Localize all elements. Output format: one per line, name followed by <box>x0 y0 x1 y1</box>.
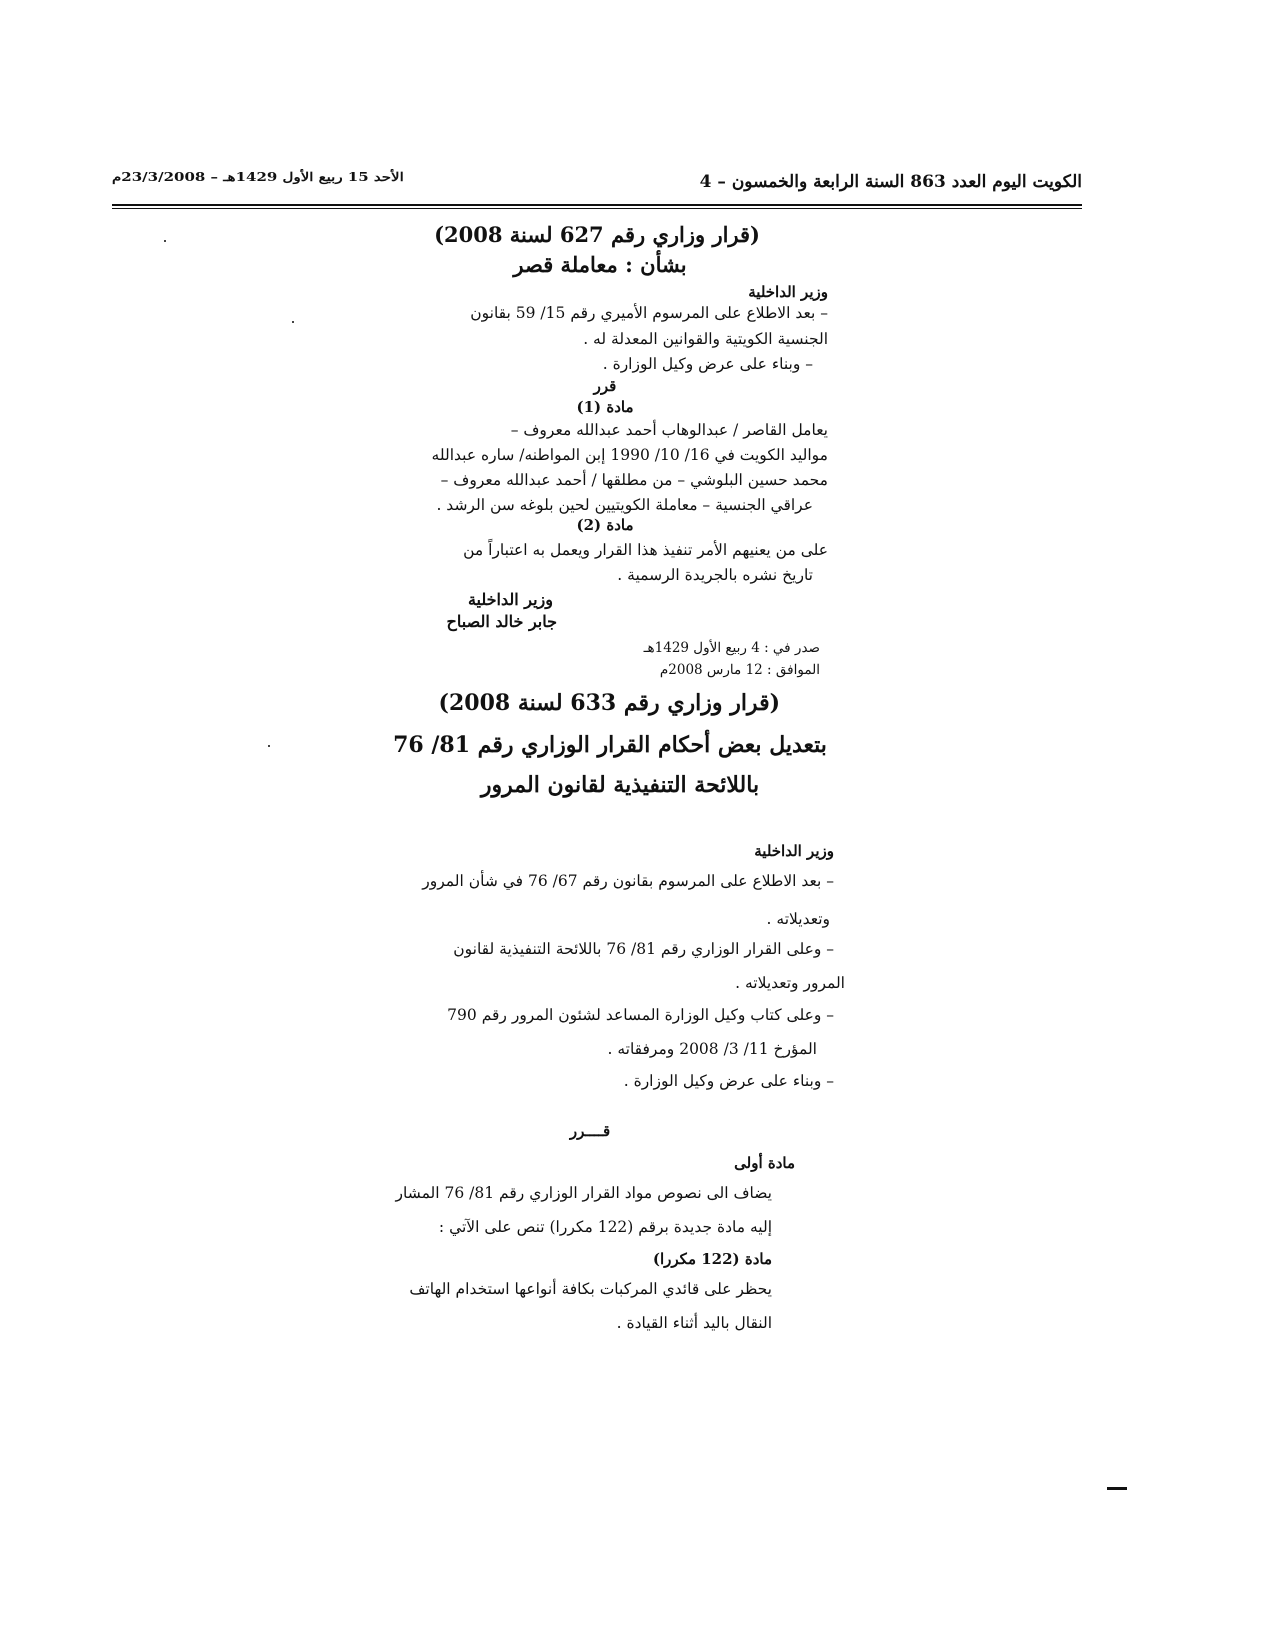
decision2-p1-line1: – بعد الاطلاع على المرسوم بقانون رقم 67/ 76 في شأن المرور <box>422 872 834 890</box>
decision1-line3: – وبناء على عرض وكيل الوزارة . <box>602 355 813 373</box>
decision1-art1-line1: يعامل القاصر / عبدالوهاب أحمد عبدالله معروف – <box>510 421 828 439</box>
decision2-p2-line1: – وعلى القرار الوزاري رقم 81/ 76 باللائحة التنفيذية لقانون <box>453 940 834 958</box>
decision1-art2-line2: تاريخ نشره بالجريدة الرسمية . <box>617 566 813 584</box>
gazette-issue-info: الكويت اليوم العدد 863 السنة الرابعة والخمسون – 4 <box>699 172 1082 192</box>
decision2-p4: – وبناء على عرض وكيل الوزارة . <box>623 1072 834 1090</box>
decision1-title: (قرار وزاري رقم 627 لسنة 2008) <box>434 222 760 247</box>
scan-speck <box>268 745 270 747</box>
scan-speck <box>292 321 294 323</box>
decision1-subject: بشأن : معاملة قصر <box>513 252 687 277</box>
decision1-art2-line1: على من يعنيهم الأمر تنفيذ هذا القرار ويعمل به اعتباراً من <box>463 541 828 559</box>
decision2-subject-line2: باللائحة التنفيذية لقانون المرور <box>480 772 760 798</box>
page-header <box>112 169 1082 198</box>
decision2-p3-line1: – وعلى كتاب وكيل الوزارة المساعد لشئون المرور رقم 790 <box>447 1006 834 1024</box>
decision2-a1-line1: يضاف الى نصوص مواد القرار الوزاري رقم 81/ 76 المشار <box>395 1184 772 1202</box>
gazette-date: الأحد 15 ربيع الأول 1429هـ – 23/3/2008م <box>112 169 404 185</box>
decision1-line2: الجنسية الكويتية والقوانين المعدلة له . <box>583 330 828 348</box>
decision1-sign-title: وزير الداخلية <box>467 590 553 609</box>
decision2-p1-line2: وتعديلاته . <box>766 910 830 928</box>
decision2-article-122-heading: مادة (122 مكررا) <box>652 1250 772 1268</box>
decision2-subject-line1: بتعديل بعض أحكام القرار الوزاري رقم 81/ 76 <box>393 732 827 758</box>
decision1-art1-line3: محمد حسين البلوشي – من مطلقها / أحمد عبدالله معروف – <box>440 471 828 489</box>
decision2-a122-line1: يحظر على قائدي المركبات بكافة أنواعها استخدام الهاتف <box>409 1280 772 1298</box>
decision1-art1-line2: مواليد الكويت في 16/ 10/ 1990 إبن المواطنه/ ساره عبدالله <box>431 446 828 464</box>
decision2-p3-line2: المؤرخ 11/ 3/ 2008 ومرفقاته . <box>607 1040 817 1058</box>
decision1-sign-name: جابر خالد الصباح <box>446 612 557 631</box>
decision1-decided: قرر <box>593 377 617 395</box>
decision1-corresponding-date: الموافق : 12 مارس 2008م <box>659 662 820 678</box>
decision2-title: (قرار وزاري رقم 633 لسنة 2008) <box>438 690 780 716</box>
header-rule-thin <box>112 208 1082 209</box>
decision2-article-first-heading: مادة أولى <box>734 1154 795 1172</box>
decision2-decided: قــــرر <box>569 1122 611 1140</box>
header-rule-thick <box>112 204 1082 206</box>
decision2-p2-line2: المرور وتعديلاته . <box>735 974 845 992</box>
decision1-art1-line4: عراقي الجنسية – معاملة الكويتيين لحين بلوغه سن الرشد . <box>436 496 813 514</box>
decision1-article1-heading: مادة (1) <box>576 398 634 416</box>
scan-speck <box>164 240 166 242</box>
decision1-article2-heading: مادة (2) <box>576 516 634 534</box>
decision2-a1-line2: إليه مادة جديدة برقم (122 مكررا) تنص على الآتي : <box>438 1218 772 1236</box>
page-edge-mark <box>1107 1487 1127 1490</box>
decision1-minister-heading: وزير الداخلية <box>748 283 828 301</box>
decision2-a122-line2: النقال باليد أثناء القيادة . <box>616 1314 772 1332</box>
decision2-minister-heading: وزير الداخلية <box>754 842 834 860</box>
decision1-line1: – بعد الاطلاع على المرسوم الأميري رقم 15/ 59 بقانون <box>470 304 828 322</box>
decision1-issued-date: صدر في : 4 ربيع الأول 1429هـ <box>643 640 820 656</box>
